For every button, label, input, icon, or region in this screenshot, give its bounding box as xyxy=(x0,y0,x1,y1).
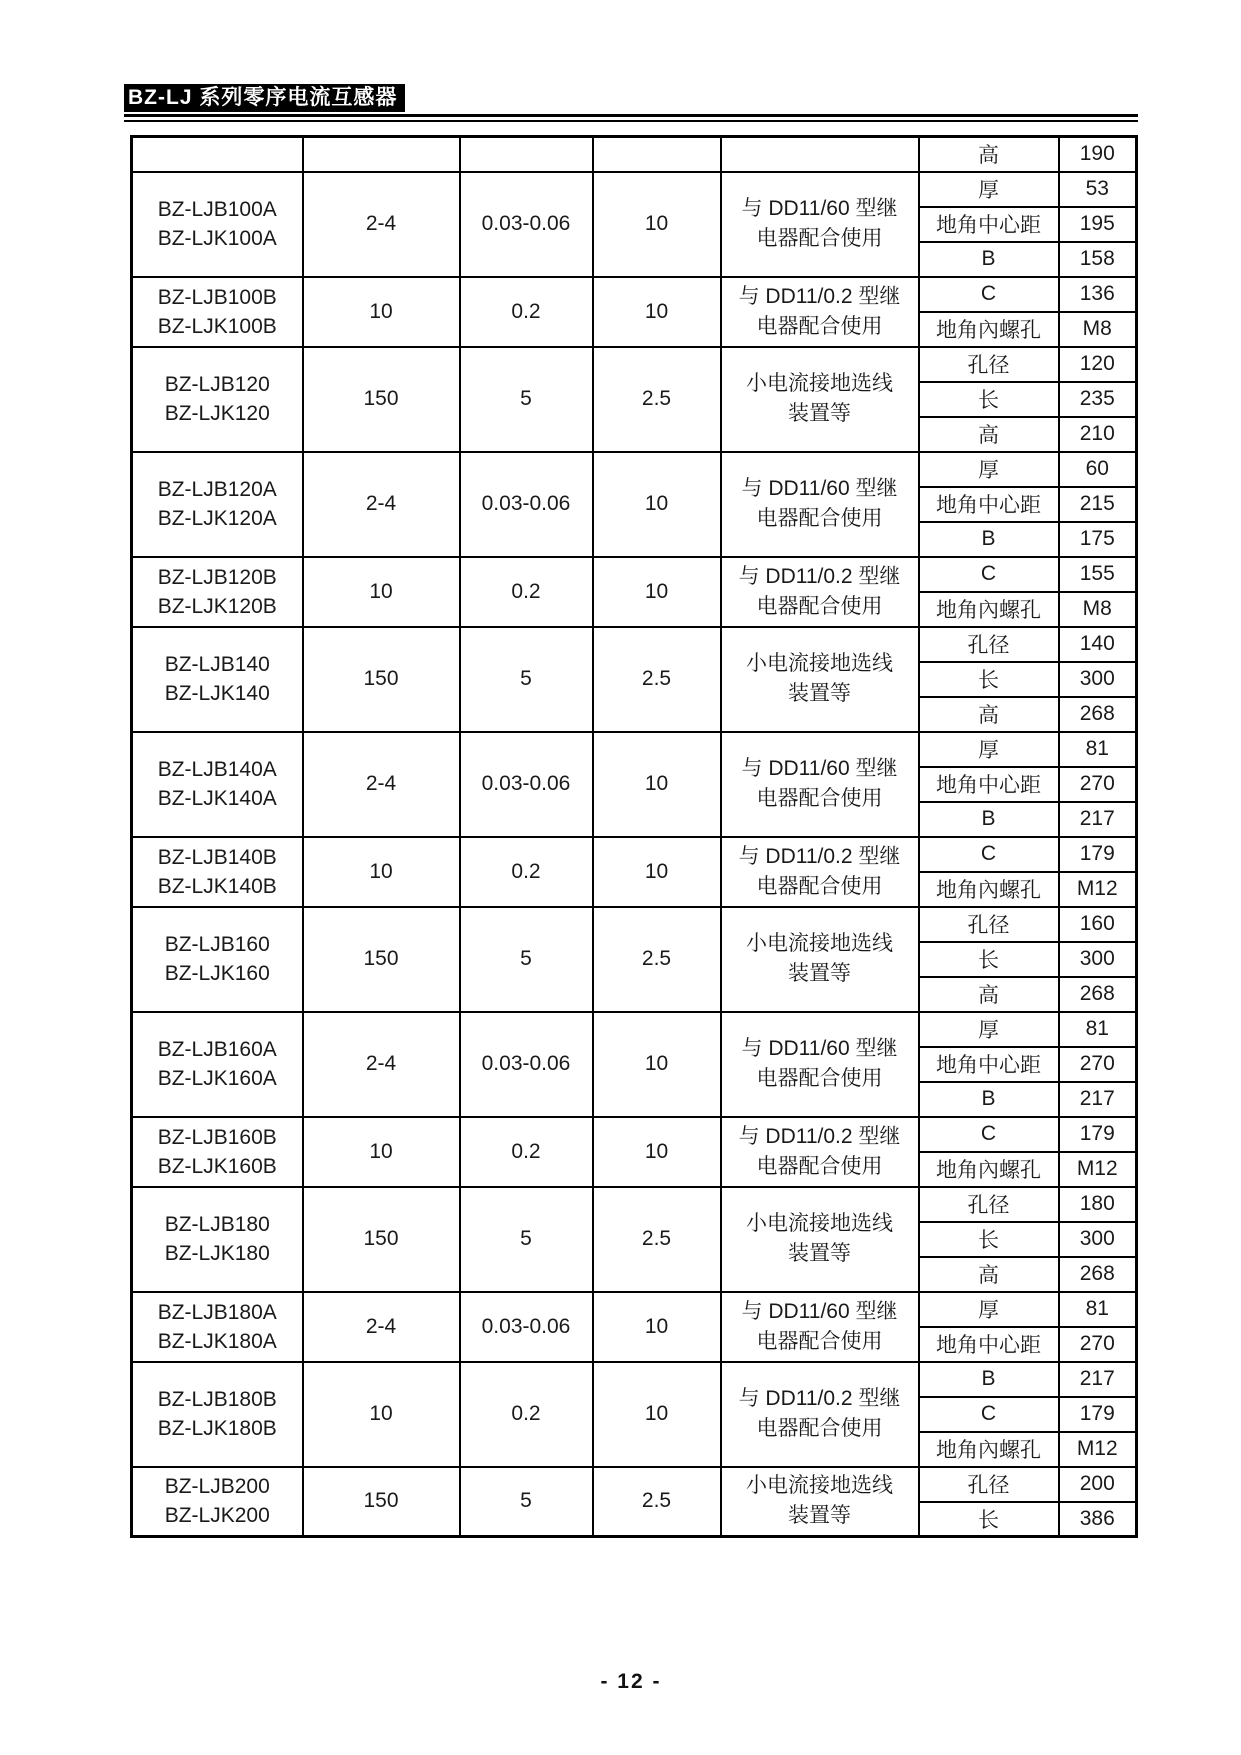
spec-value-3-cell: 10 xyxy=(593,837,721,907)
dim-label-cell: 长 xyxy=(919,1502,1059,1537)
model-cell xyxy=(132,627,303,732)
table-row xyxy=(132,732,1137,767)
spec-value-2-cell: 0.03-0.06 xyxy=(460,172,593,277)
dim-label-cell: C xyxy=(919,1397,1059,1432)
dim-value-cell: 81 xyxy=(1059,1012,1137,1047)
dim-value-cell: 180 xyxy=(1059,1187,1137,1222)
dim-value-cell: 179 xyxy=(1059,837,1137,872)
table-row xyxy=(132,277,1137,312)
usage-line: 小电流接地选线 xyxy=(746,372,893,395)
spec-value-1-cell: 2-4 xyxy=(303,452,460,557)
spec-value-1-cell: 150 xyxy=(303,627,460,732)
model-name: BZ-LJB160 xyxy=(164,933,270,956)
dim-value-cell: 53 xyxy=(1059,172,1137,207)
spec-value-1-cell: 10 xyxy=(303,837,460,907)
usage-line: 与 DD11/60 型继 xyxy=(741,197,898,220)
usage-cell xyxy=(721,1187,919,1292)
spec-value-1-cell: 150 xyxy=(303,1187,460,1292)
model-name: BZ-LJK100B xyxy=(157,314,277,338)
table-row xyxy=(132,557,1137,592)
spec-value-2-cell: 0.2 xyxy=(460,1362,593,1467)
dim-label-cell: 地角內螺孔 xyxy=(919,312,1059,347)
usage-line: 电器配合使用 xyxy=(756,874,883,898)
model-name: BZ-LJK200 xyxy=(164,1504,270,1528)
dim-value-cell: 235 xyxy=(1059,382,1137,417)
spec-value-1-cell: 10 xyxy=(303,277,460,347)
model-name: BZ-LJB140 xyxy=(164,653,270,676)
spec-value-1-cell: 10 xyxy=(303,1117,460,1187)
usage-line: 与 DD11/60 型继 xyxy=(741,1299,898,1323)
table-row xyxy=(132,1362,1137,1397)
model-name: BZ-LJB180 xyxy=(164,1213,270,1236)
dim-value-cell: 386 xyxy=(1059,1502,1137,1537)
spec-value-1-cell: 2-4 xyxy=(303,172,460,277)
table-row xyxy=(132,837,1137,872)
dim-value-cell: 217 xyxy=(1059,802,1137,837)
dim-label-cell: 地角內螺孔 xyxy=(919,872,1059,907)
model-name: BZ-LJB180B xyxy=(157,1388,277,1411)
table-row xyxy=(132,627,1137,662)
usage-line: 与 DD11/0.2 型继 xyxy=(738,1124,901,1148)
spec-value-2-cell: 0.03-0.06 xyxy=(460,1292,593,1362)
spec-value-3-cell xyxy=(593,137,721,172)
spec-value-2-cell: 5 xyxy=(460,1467,593,1537)
dim-value-cell: 300 xyxy=(1059,942,1137,977)
dim-label-cell: 地角中心距 xyxy=(919,207,1059,242)
model-name: BZ-LJB100B xyxy=(157,285,277,309)
spec-value-3-cell: 10 xyxy=(593,1012,721,1117)
dim-label-cell: 长 xyxy=(919,1222,1059,1257)
model-name: BZ-LJB120 xyxy=(164,373,270,396)
model-name: BZ-LJK180 xyxy=(164,1242,270,1265)
dim-label-cell: 长 xyxy=(919,662,1059,697)
spec-table xyxy=(130,135,1138,1538)
dim-label-cell: C xyxy=(919,557,1059,592)
model-cell xyxy=(132,907,303,1012)
dim-value-cell: 215 xyxy=(1059,487,1137,522)
dim-value-cell: 179 xyxy=(1059,1397,1137,1432)
dim-value-cell: 175 xyxy=(1059,522,1137,557)
usage-line: 装置等 xyxy=(788,962,851,985)
table-row xyxy=(132,1117,1137,1152)
model-cell xyxy=(132,1467,303,1537)
spec-value-3-cell: 2.5 xyxy=(593,627,721,732)
table-row xyxy=(132,907,1137,942)
usage-cell xyxy=(721,1117,919,1187)
usage-cell xyxy=(721,452,919,557)
usage-cell xyxy=(721,1467,919,1537)
usage-cell xyxy=(721,1362,919,1467)
usage-cell xyxy=(721,837,919,907)
dim-label-cell: B xyxy=(919,802,1059,837)
spec-value-3-cell: 10 xyxy=(593,1292,721,1362)
spec-value-2-cell: 0.2 xyxy=(460,277,593,347)
dim-label-cell: 厚 xyxy=(919,1292,1059,1327)
dim-label-cell: 孔径 xyxy=(919,907,1059,942)
usage-line: 电器配合使用 xyxy=(756,314,883,338)
dim-label-cell: 孔径 xyxy=(919,627,1059,662)
usage-line: 电器配合使用 xyxy=(756,507,883,530)
usage-line: 电器配合使用 xyxy=(756,1417,883,1440)
usage-line: 装置等 xyxy=(788,1242,851,1265)
spec-value-2-cell: 0.03-0.06 xyxy=(460,732,593,837)
dim-value-cell: 210 xyxy=(1059,417,1137,452)
usage-cell xyxy=(721,1012,919,1117)
usage-cell xyxy=(721,907,919,1012)
spec-value-2-cell: 5 xyxy=(460,907,593,1012)
table-row xyxy=(132,347,1137,382)
model-name: BZ-LJB200 xyxy=(164,1475,270,1499)
spec-value-2-cell: 0.03-0.06 xyxy=(460,452,593,557)
dim-value-cell: M12 xyxy=(1059,1152,1137,1187)
spec-value-3-cell: 10 xyxy=(593,172,721,277)
dim-label-cell: 长 xyxy=(919,382,1059,417)
dim-label-cell: 长 xyxy=(919,942,1059,977)
spec-value-3-cell: 2.5 xyxy=(593,907,721,1012)
usage-cell xyxy=(721,172,919,277)
dim-label-cell: 厚 xyxy=(919,452,1059,487)
spec-value-3-cell: 10 xyxy=(593,732,721,837)
dim-value-cell: M8 xyxy=(1059,592,1137,627)
usage-cell xyxy=(721,557,919,627)
model-name: BZ-LJK120 xyxy=(164,402,270,425)
model-name: BZ-LJB180A xyxy=(157,1300,277,1324)
model-name: BZ-LJB160B xyxy=(157,1125,277,1149)
spec-value-1-cell: 2-4 xyxy=(303,1012,460,1117)
spec-value-2-cell: 5 xyxy=(460,627,593,732)
model-cell xyxy=(132,1362,303,1467)
table-row xyxy=(132,1187,1137,1222)
spec-value-3-cell: 2.5 xyxy=(593,1187,721,1292)
usage-line: 小电流接地选线 xyxy=(746,652,893,675)
usage-line: 电器配合使用 xyxy=(756,1154,883,1178)
model-name: BZ-LJB140B xyxy=(157,845,277,869)
dim-label-cell: C xyxy=(919,837,1059,872)
dim-value-cell: 60 xyxy=(1059,452,1137,487)
dim-label-cell: 孔径 xyxy=(919,1467,1059,1502)
spec-value-1-cell: 2-4 xyxy=(303,1292,460,1362)
dim-value-cell: 120 xyxy=(1059,347,1137,382)
usage-line: 电器配合使用 xyxy=(756,1329,883,1353)
page-number: - 12 - xyxy=(600,1670,662,1693)
model-cell xyxy=(132,1117,303,1187)
dim-value-cell: 195 xyxy=(1059,207,1137,242)
model-name: BZ-LJK180A xyxy=(157,1329,277,1353)
dim-label-cell: 厚 xyxy=(919,1012,1059,1047)
dim-value-cell: M12 xyxy=(1059,1432,1137,1467)
dim-label-cell: B xyxy=(919,242,1059,277)
usage-cell xyxy=(721,732,919,837)
dim-label-cell: B xyxy=(919,1082,1059,1117)
spec-value-3-cell: 10 xyxy=(593,277,721,347)
usage-line: 与 DD11/0.2 型继 xyxy=(738,844,901,868)
dim-label-cell: B xyxy=(919,1362,1059,1397)
dim-value-cell: 155 xyxy=(1059,557,1137,592)
usage-line: 小电流接地选线 xyxy=(746,1212,893,1235)
dim-value-cell: 140 xyxy=(1059,627,1137,662)
dim-value-cell: M8 xyxy=(1059,312,1137,347)
spec-value-3-cell: 2.5 xyxy=(593,1467,721,1537)
usage-line: 与 DD11/0.2 型继 xyxy=(738,564,901,588)
model-cell xyxy=(132,347,303,452)
dim-value-cell: 160 xyxy=(1059,907,1137,942)
spec-value-3-cell: 10 xyxy=(593,1117,721,1187)
usage-line: 与 DD11/60 型继 xyxy=(741,477,898,500)
usage-line: 与 DD11/60 型继 xyxy=(741,1037,898,1060)
spec-value-1-cell: 150 xyxy=(303,1467,460,1537)
page-title: BZ-LJ 系列零序电流互感器 xyxy=(124,84,405,112)
dim-label-cell: 地角中心距 xyxy=(919,487,1059,522)
usage-line: 与 DD11/60 型继 xyxy=(741,757,898,780)
spec-value-2-cell: 5 xyxy=(460,1187,593,1292)
model-name: BZ-LJK140A xyxy=(157,787,277,810)
dim-value-cell: 200 xyxy=(1059,1467,1137,1502)
table-row xyxy=(132,137,1137,172)
usage-line: 电器配合使用 xyxy=(756,787,883,810)
usage-cell xyxy=(721,627,919,732)
dim-label-cell: 孔径 xyxy=(919,1187,1059,1222)
usage-line: 电器配合使用 xyxy=(756,227,883,250)
model-cell xyxy=(132,837,303,907)
model-name: BZ-LJB100A xyxy=(157,198,277,221)
usage-line: 电器配合使用 xyxy=(756,594,883,618)
usage-line: 装置等 xyxy=(788,402,851,425)
title-rule-secondary xyxy=(124,120,1138,122)
usage-line: 小电流接地选线 xyxy=(746,932,893,955)
table-row xyxy=(132,1292,1137,1327)
spec-value-2-cell: 5 xyxy=(460,347,593,452)
dim-value-cell: 136 xyxy=(1059,277,1137,312)
model-cell xyxy=(132,1292,303,1362)
dim-value-cell: 81 xyxy=(1059,1292,1137,1327)
spec-value-1-cell: 150 xyxy=(303,347,460,452)
spec-value-3-cell: 10 xyxy=(593,452,721,557)
dim-value-cell: 268 xyxy=(1059,977,1137,1012)
dim-value-cell: 179 xyxy=(1059,1117,1137,1152)
spec-value-1-cell xyxy=(303,137,460,172)
table-row xyxy=(132,452,1137,487)
model-name: BZ-LJK120A xyxy=(157,507,277,530)
usage-line: 装置等 xyxy=(788,682,851,705)
model-cell xyxy=(132,172,303,277)
spec-value-1-cell: 2-4 xyxy=(303,732,460,837)
table-row xyxy=(132,1467,1137,1502)
table-row xyxy=(132,172,1137,207)
spec-value-1-cell: 150 xyxy=(303,907,460,1012)
model-name: BZ-LJK140 xyxy=(164,682,270,705)
dim-label-cell: 地角內螺孔 xyxy=(919,592,1059,627)
dim-label-cell: 高 xyxy=(919,137,1059,172)
model-name: BZ-LJB140A xyxy=(157,758,277,781)
title-rule xyxy=(124,114,1138,117)
spec-value-2-cell: 0.2 xyxy=(460,557,593,627)
dim-value-cell: 300 xyxy=(1059,662,1137,697)
dim-value-cell: M12 xyxy=(1059,872,1137,907)
model-name: BZ-LJB120A xyxy=(157,478,277,501)
dim-label-cell: 地角中心距 xyxy=(919,1047,1059,1082)
dim-label-cell: C xyxy=(919,1117,1059,1152)
model-cell xyxy=(132,277,303,347)
dim-label-cell: 高 xyxy=(919,697,1059,732)
usage-cell xyxy=(721,137,919,172)
spec-value-3-cell: 2.5 xyxy=(593,347,721,452)
dim-label-cell: 高 xyxy=(919,977,1059,1012)
model-name: BZ-LJK160 xyxy=(164,962,270,985)
spec-value-2-cell: 0.2 xyxy=(460,1117,593,1187)
usage-line: 与 DD11/0.2 型继 xyxy=(738,284,901,308)
dim-label-cell: 高 xyxy=(919,1257,1059,1292)
dim-value-cell: 158 xyxy=(1059,242,1137,277)
model-name: BZ-LJK160A xyxy=(157,1067,277,1090)
model-name: BZ-LJK140B xyxy=(157,874,277,898)
usage-line: 小电流接地选线 xyxy=(746,1474,893,1498)
dim-label-cell: B xyxy=(919,522,1059,557)
dim-value-cell: 81 xyxy=(1059,732,1137,767)
usage-line: 与 DD11/0.2 型继 xyxy=(738,1387,901,1410)
model-cell xyxy=(132,732,303,837)
model-name: BZ-LJK120B xyxy=(157,594,277,618)
dim-value-cell: 270 xyxy=(1059,1327,1137,1362)
model-cell xyxy=(132,452,303,557)
model-name: BZ-LJK180B xyxy=(157,1417,277,1440)
spec-value-3-cell: 10 xyxy=(593,557,721,627)
dim-label-cell: 地角內螺孔 xyxy=(919,1152,1059,1187)
dim-label-cell: 地角內螺孔 xyxy=(919,1432,1059,1467)
dim-label-cell: 厚 xyxy=(919,732,1059,767)
dim-label-cell: 地角中心距 xyxy=(919,1327,1059,1362)
dim-value-cell: 217 xyxy=(1059,1362,1137,1397)
dim-label-cell: 地角中心距 xyxy=(919,767,1059,802)
table-row xyxy=(132,1012,1137,1047)
model-name: BZ-LJK100A xyxy=(157,227,277,250)
usage-cell xyxy=(721,347,919,452)
model-name: BZ-LJK160B xyxy=(157,1154,277,1178)
model-cell xyxy=(132,137,303,172)
spec-value-1-cell: 10 xyxy=(303,557,460,627)
usage-line: 装置等 xyxy=(788,1504,851,1528)
spec-value-2-cell xyxy=(460,137,593,172)
dim-label-cell: 孔径 xyxy=(919,347,1059,382)
model-name: BZ-LJB160A xyxy=(157,1038,277,1061)
model-cell xyxy=(132,1012,303,1117)
model-name: BZ-LJB120B xyxy=(157,565,277,589)
dim-label-cell: C xyxy=(919,277,1059,312)
dim-value-cell: 190 xyxy=(1059,137,1137,172)
dim-label-cell: 厚 xyxy=(919,172,1059,207)
dim-value-cell: 268 xyxy=(1059,1257,1137,1292)
spec-value-1-cell: 10 xyxy=(303,1362,460,1467)
model-cell xyxy=(132,557,303,627)
dim-value-cell: 217 xyxy=(1059,1082,1137,1117)
spec-value-3-cell: 10 xyxy=(593,1362,721,1467)
usage-line: 电器配合使用 xyxy=(756,1067,883,1090)
dim-value-cell: 270 xyxy=(1059,767,1137,802)
spec-value-2-cell: 0.03-0.06 xyxy=(460,1012,593,1117)
dim-value-cell: 268 xyxy=(1059,697,1137,732)
usage-cell xyxy=(721,1292,919,1362)
dim-value-cell: 270 xyxy=(1059,1047,1137,1082)
model-cell xyxy=(132,1187,303,1292)
dim-value-cell: 300 xyxy=(1059,1222,1137,1257)
usage-cell xyxy=(721,277,919,347)
dim-label-cell: 高 xyxy=(919,417,1059,452)
spec-value-2-cell: 0.2 xyxy=(460,837,593,907)
